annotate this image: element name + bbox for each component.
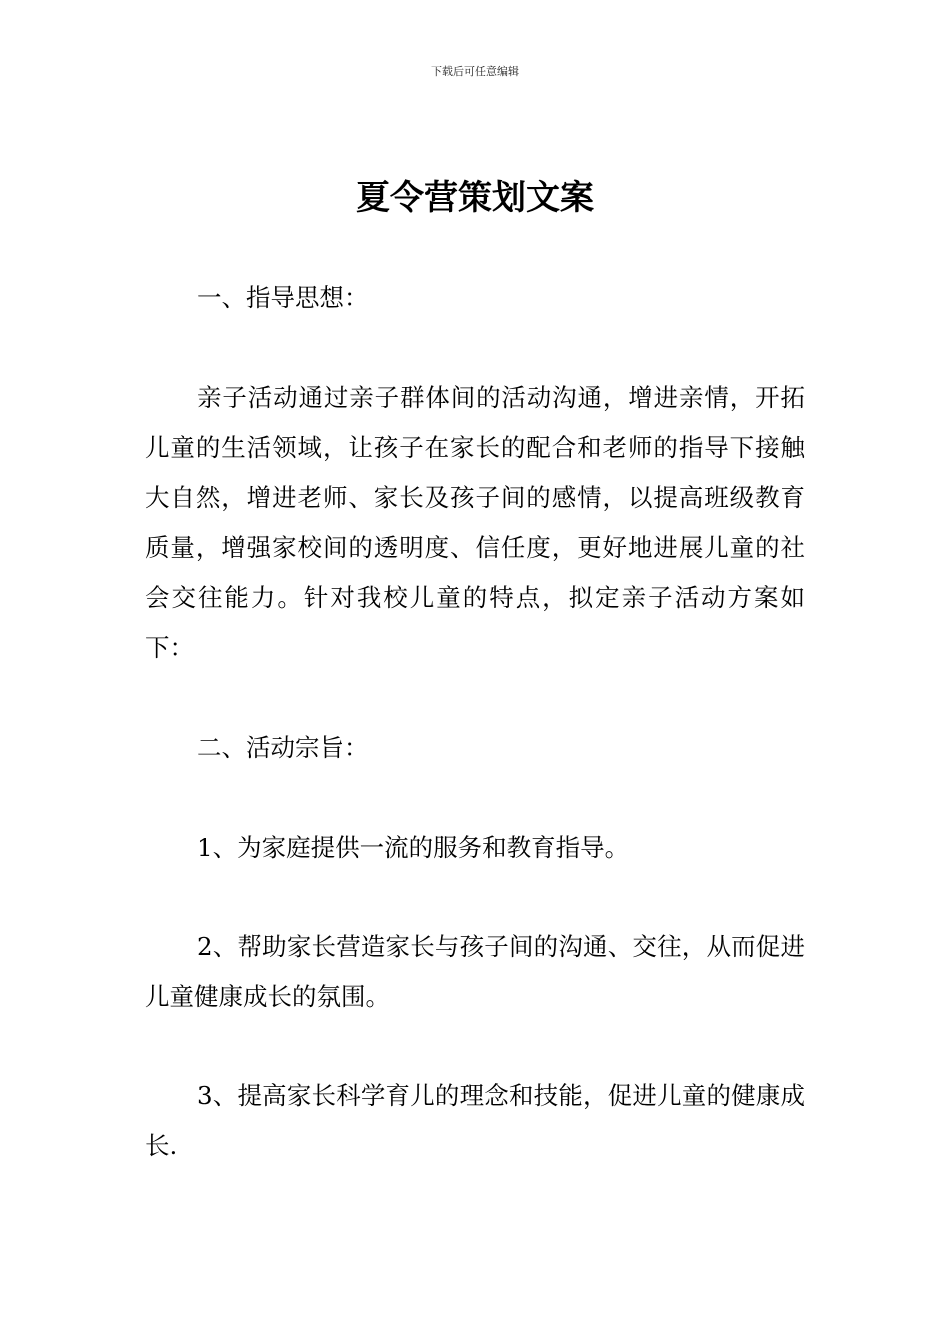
- header-note: 下载后可任意编辑: [431, 65, 519, 78]
- paragraph-introduction: 亲子活动通过亲子群体间的活动沟通，增进亲情，开拓儿童的生活领域，让孩子在家长的配合和老师的指导下接触大自然，增进老师、家长及孩子间的感情，以提高班级教育质量，增强家校间的透明度、信任度，更好地进展儿童的社会交往能力。针对我校儿童的特点，拟定亲子活动方案如下：: [145, 383, 805, 662]
- document-title: 夏令营策划文案: [356, 178, 594, 218]
- section-heading-activity-purpose: 二、活动宗旨：: [197, 733, 369, 762]
- section-heading-guiding-ideology: 一、指导思想：: [197, 283, 369, 312]
- list-item-2: 2、帮助家长营造家长与孩子间的沟通、交往，从而促进儿童健康成长的氛围。: [145, 932, 805, 1011]
- list-item-1: 1、为家庭提供一流的服务和教育指导。: [197, 833, 630, 862]
- list-item-3: 3、提高家长科学育儿的理念和技能，促进儿童的健康成长.: [145, 1081, 805, 1160]
